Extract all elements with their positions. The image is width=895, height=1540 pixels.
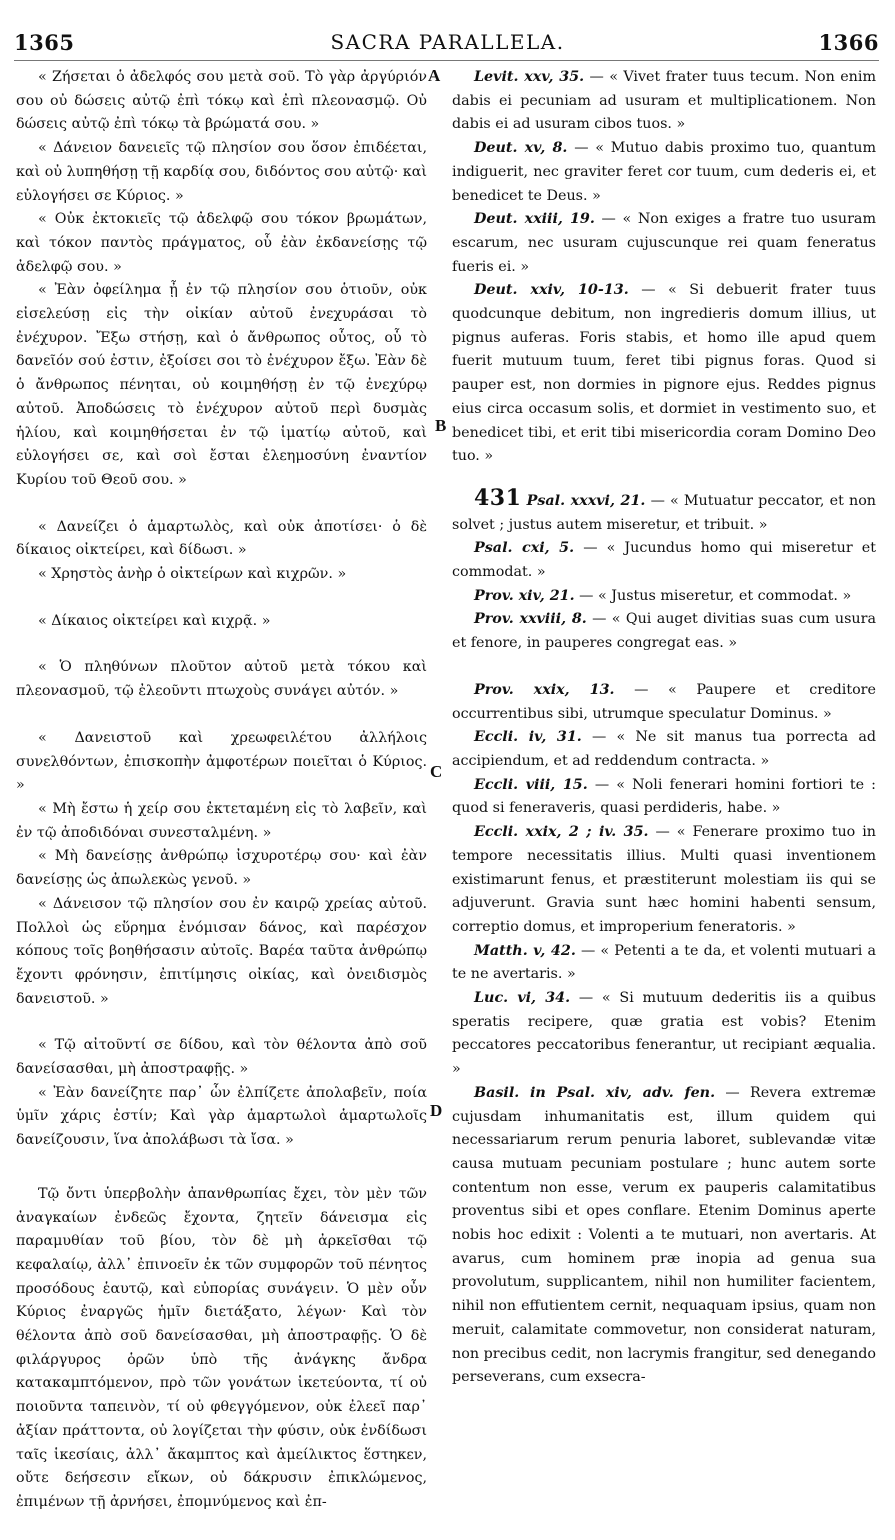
greek-paragraph: « Οὐκ ἐκτοκιεῖς τῷ ἀδελφῷ σου τόκον βρωμάτων, καὶ τόκον παντὸς πράγματος, οὗ ἐὰν ἐκδανείσῃς τῷ ἀδελφῷ σου. » (16, 211, 427, 275)
running-title: SACRA PARALLELA. (330, 30, 565, 54)
greek-paragraph: Τῷ ὄντι ὑπερβολὴν ἀπανθρωπίας ἔχει, τὸν μὲν τῶν ἀναγκαίων ἐνδεῶς ἔχοντα, ζητεῖν δάνεισμα εἰς παραμυθίαν τοῦ βίου, τὸν δὲ μὴ ἀρκεῖσθαι τῷ κεφαλαίῳ, ἀλλ᾽ ἐπινοεῖν ἐκ τῶν συμφορῶν τοῦ πένητος προσόδους ἑαυτῷ, καὶ εὐπορίας συνάγειν. Ὁ μὲν οὖν Κύριος ἐναργῶς ἡμῖν διετάξατο, λέγων· Καὶ τὸν θέλοντα ἀπὸ σοῦ δανείσασθαι, μὴ ἀποστραφῇς. Ὁ δὲ φιλάργυρος ὁρῶν ὑπὸ τῆς ἀνάγκης ἄνδρα κατακαμπτόμενον, πρὸ τῶν γονάτων ἱκετεύοντα, τί οὐ ποιοῦντα ταπεινὸν, τί οὐ φθεγγόμενον, οὐκ ἐλεεῖ παρ᾽ ἀξίαν πράττοντα, οὐ λογίζεται τὴν φύσιν, οὐκ ἐνδίδωσι ταῖς ἱκεσίαις, ἀλλ᾽ ἄκαμπτος καὶ ἀμείλικτος ἕστηκεν, οὔτε δεήσεσιν εἴκων, οὐ δάκρυσιν ἐπικλώμενος, ἐπιμένων τῇ ἀρνήσει, ἐπομνύμενος καὶ ἐπ- (16, 1185, 427, 1510)
latin-entry: Deut. xxiv, 10-13. — « Si debuerit frater tuus quodcunque debitum, non ingredieris domum illius, ut pignus auferas. Foris stabis, et homo ille apud quem fuerit mutuum tuum, feret tibi pignus foras. Quod si pauper est, non dormies in pignore ejus. Reddes pignus eius circa occasum solis, et dormiet in vestimento suo, et benedicet tibi, et erit tibi misericordia coram Domino Deo tuo. » (452, 282, 876, 465)
latin-column (452, 66, 876, 1390)
greek-paragraph: « Δάνειον δανειεῖς τῷ πλησίον σου ὅσον ἐπιδέεται, καὶ οὐ λυπηθήσῃ τῇ καρδίᾳ σου, διδόντος σου αὐτῷ· καὶ εὐλογήσει σε Κύριος. » (16, 140, 427, 204)
column-number: 431 (474, 484, 522, 511)
greek-paragraph: « Δίκαιος οἰκτείρει καὶ κιχρᾷ. » (38, 612, 271, 629)
latin-entry: Prov. xxviii, 8. — « Qui auget divitias suas cum usura et fenore, in pauperes congregat eas. » (452, 611, 877, 652)
margin-marker-a: A (428, 66, 441, 85)
latin-entry: Luc. vi, 34. — « Si mutuum dederitis iis a quibus speratis recipere, quæ gratia est vobis? Etenim peccatores peccatoribus fenerantur, ut recipiant æqualia. » (452, 990, 876, 1078)
header-rule (14, 60, 879, 61)
greek-paragraph: « Δανείζει ὁ ἁμαρτωλὸς, καὶ οὐκ ἀποτίσει· ὁ δὲ δίκαιος οἰκτείρει, καὶ δίδωσι. » (16, 518, 427, 559)
latin-entry: Eccli. iv, 31. — « Ne sit manus tua porrecta ad accipiendum, et ad reddendum contracta. » (452, 729, 876, 769)
greek-paragraph: « Ἐὰν δανείζητε παρ᾽ ὧν ἐλπίζετε ἀπολαβεῖν, ποία ὑμῖν χάρις ἐστίν; Καὶ γὰρ ἁμαρτωλοὶ ἁμαρτωλοῖς δανείζουσιν, ἵνα ἀπολάβωσι τὰ ἴσα. » (16, 1084, 427, 1149)
greek-paragraph: « Δανειστοῦ καὶ χρεωφειλέτου ἀλλήλοις συνελθόντων, ἐπισκοπὴν ἀμφοτέρων ποιεῖται ὁ Κύριος. » (16, 729, 427, 794)
greek-paragraph: « Δάνεισον τῷ πλησίον σου ἐν καιρῷ χρείας αὐτοῦ. Πολλοὶ ὡς εὕρημα ἐνόμισαν δάνος, καὶ παρέσχον κόπους τοῖς βοηθήσασιν αὐτοῖς. Βαρέα ταῦτα ἀνθρώπῳ ἔχοντι φρόνησιν, ἐπιτίμησις οἰκίας, καὶ ὀνειδισμὸς δανειστοῦ. » (16, 895, 427, 1007)
page-number-left: 1365 (14, 30, 75, 55)
latin-entry: Eccli. viii, 15. — « Noli fenerari homini fortiori te : quod si feneraveris, quasi perdideris, habe. » (452, 776, 876, 817)
margin-marker-c: C (430, 762, 443, 781)
greek-paragraph: « Ζήσεται ὁ ἀδελφός σου μετὰ σοῦ. Τὸ γὰρ ἀργύριόν σου οὐ δώσεις αὐτῷ ἐπὶ τόκῳ καὶ ἐπὶ πλεονασμῷ. Οὐ δώσεις αὐτῷ ἐπὶ τόκῳ τὰ βρώματά σου. » (16, 69, 427, 133)
greek-paragraph: « Ὁ πληθύνων πλοῦτον αὐτοῦ μετὰ τόκου καὶ πλεονασμοῦ, τῷ ἐλεοῦντι πτωχοὺς συνάγει αὐτόν. » (16, 659, 427, 700)
margin-marker-d: D (430, 1101, 443, 1120)
greek-paragraph: « Μὴ δανείσῃς ἀνθρώπῳ ἰσχυροτέρῳ σου· καὶ ἐὰν δανείσῃς ὡς ἀπωλεκὼς γενοῦ. » (16, 848, 427, 889)
latin-entry: Basil. in Psal. xiv, adv. fen. — Revera extremæ cujusdam inhumanitatis est, illum quidem qui necessariarum rerum penuria laboret, sublevandæ vitæ causa mutuam pecuniam postulare ; hunc autem sorte contentum non esse, verum ex pauperis calamitatibus proventus sibi et opes conflare. Etenim Dominus aperte nobis hoc edixit : Volenti a te mutuari, non avertaris. At avarus, cum hominem præ inopia ad genua sua provolutum, supplicantem, nihil non humiliter facientem, nihil non effutientem cernit, nequaquam ipsius, quam non meruit, calamitate commovetur, non considerat naturam, non precibus cedit, non lacrymis frangitur, sed denegando perseverans, cum exsecra- (452, 1084, 876, 1386)
greek-column (16, 66, 427, 1515)
latin-entry: Deut. xv, 8. — « Mutuo dabis proximo tuo, quantum indiguerit, nec graviter feret cor tuum, cum dederis ei, et benedicet te Deus. » (452, 140, 877, 204)
latin-entry: Deut. xxiii, 19. — « Non exiges a fratre tuo usuram escarum, nec usuram cujuscunque rei quam feneratus fueris ei. » (452, 211, 877, 275)
latin-entry: Prov. xxix, 13. — « Paupere et creditore occurrentibus sibi, utrumque speculatur Dominus. » (452, 681, 876, 722)
latin-entry: Matth. v, 42. — « Petenti a te da, et volenti mutuari a te ne avertaris. » (452, 942, 876, 983)
greek-paragraph: « Ἐὰν ὀφείλημα ᾖ ἐν τῷ πλησίον σου ὁτιοῦν, οὐκ εἰσελεύσῃ εἰς τὴν οἰκίαν αὐτοῦ ἐνεχυράσαι τὸ ἐνέχυρον. Ἔξω στήσῃ, καὶ ὁ ἄνθρωπος οὗτος, οὗ τὸ δανεῖόν σού ἐστιν, ἐξοίσει σοι τὸ ἐνέχυρον ἔξω. Ἐὰν δὲ ὁ ἄνθρωπος πένηται, οὐ κοιμηθήσῃ ἐν τῷ ἐνεχύρῳ αὐτοῦ. Ἀποδώσεις τὸ ἐνέχυρον αὐτοῦ περὶ δυσμὰς ἡλίου, καὶ κοιμηθήσεται ἐν τῷ ἱματίῳ αὐτοῦ, καὶ εὐλογήσει σε, καὶ σοὶ ἔσται ἐλεημοσύνη ἐναντίον Κυρίου τοῦ Θεοῦ σου. » (16, 282, 427, 488)
latin-entry: 431 Psal. xxxvi, 21. — « Mutuatur peccator, et non solvet ; justus autem miseretur, et tribuit. » (452, 484, 877, 533)
latin-entry: Levit. xxv, 35. — « Vivet frater tuus tecum. Non enim dabis ei pecuniam ad usuram et multiplicationem. Non dabis ei ad usuram cibos tuos. » (452, 69, 877, 133)
page-number-right: 1366 (818, 30, 879, 55)
greek-paragraph: « Χρηστὸς ἀνὴρ ὁ οἰκτείρων καὶ κιχρῶν. » (38, 566, 347, 583)
greek-paragraph: « Μὴ ἔστω ἡ χείρ σου ἐκτεταμένη εἰς τὸ λαβεῖν, καὶ ἐν τῷ ἀποδιδόναι συνεσταλμένη. » (16, 800, 427, 841)
greek-paragraph: « Τῷ αἰτοῦντί σε δίδου, καὶ τὸν θέλοντα ἀπὸ σοῦ δανείσασθαι, μὴ ἀποστραφῇς. » (16, 1037, 427, 1078)
latin-entry: Eccli. xxix, 2 ; iv. 35. — « Fenerare proximo tuo in tempore necessitatis illius. Multi quasi inventionem existimarunt fenus, et præstiterunt molestiam iis qui se adjuverunt. Gravia sunt hæc homini habenti sensum, correptio domus, et improperium feneratoris. » (452, 824, 876, 935)
latin-entry: Prov. xiv, 21. — « Justus miseretur, et commodat. » (474, 587, 852, 604)
margin-marker-b: B (435, 416, 447, 435)
latin-entry: Psal. cxi, 5. — « Jucundus homo qui miseretur et commodat. » (452, 540, 877, 581)
page-header (0, 0, 895, 64)
